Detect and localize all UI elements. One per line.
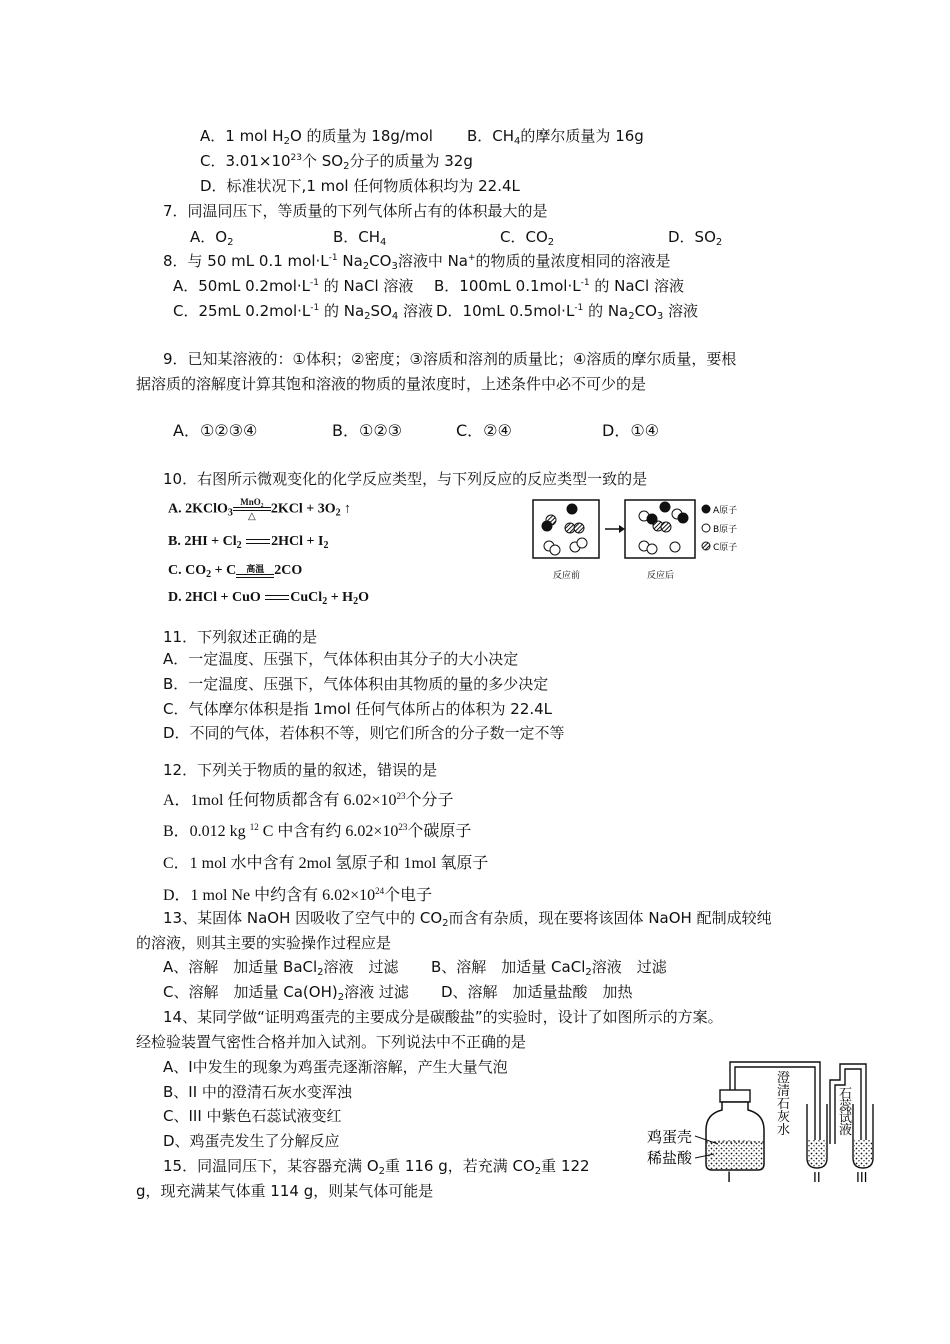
q9-option-a: A．①②③④ <box>173 421 258 440</box>
q10-option-a: A. 2KClO$_3$ MnO₂ △ $2KCl + 3O_2$ ↑ <box>168 497 352 522</box>
q7-option-a: A．$O_2$ <box>190 228 234 248</box>
q10-option-c: C. $CO_2 + C$ 高温 2CO <box>168 563 303 580</box>
q10-option-b: B. $2HI + Cl_2$ $2HCl + I_2$ <box>168 534 329 551</box>
q9-option-d: D．①④ <box>602 421 660 440</box>
legend-b-icon <box>702 524 710 532</box>
litmus-label: 石蕊试液 <box>839 1087 853 1138</box>
q12-option-c: C．1 mol 水中含有 2mol 氢原子和 1mol 氧原子 <box>163 855 489 872</box>
q6-option-b: B．$CH_4$的摩尔质量为 16g <box>467 127 644 147</box>
q12-option-a: A．1mol 任何物质都含有 $6.02\times 10^{23}$个分子 <box>163 791 454 809</box>
q12-option-d: D．1 mol Ne 中约含有 $6.02\times 10^{24}$个电子 <box>163 886 433 904</box>
reaction-condition: 高温 <box>236 564 274 578</box>
q15-stem-line2: g，现充满某气体重 114 g，则某气体可能是 <box>136 1182 434 1200</box>
label-iii: III <box>856 1171 868 1186</box>
q11-option-d: D．不同的气体，若体积不等，则它们所含的分子数一定不等 <box>163 724 565 742</box>
q6-option-d: D．标准状况下,1 mol 任何物质体积均为 22.4L <box>200 177 520 195</box>
label-i: I <box>727 1170 732 1186</box>
q9-stem-line1: 9．已知某溶液的：①体积；②密度；③溶质和溶剂的质量比；④溶质的摩尔质量，要根 <box>163 350 737 368</box>
q9-option-b: B．①②③ <box>332 421 403 440</box>
q14-option-d: D、鸡蛋壳发生了分解反应 <box>163 1132 340 1150</box>
q14-option-b: B、II 中的澄清石灰水变浑浊 <box>163 1083 352 1101</box>
acid-label: 稀盐酸 <box>647 1149 693 1167</box>
q11-option-b: B．一定温度、压强下，气体体积由其物质的量的多少决定 <box>163 675 549 693</box>
q14-stem-line1: 14、某同学做“证明鸡蛋壳的主要成分是碳酸盐”的实验时，设计了如图所示的方案。 <box>163 1008 723 1026</box>
q13-option-b: B、溶解 加适量 CaCl$_2$溶液 过滤 <box>431 958 667 978</box>
reaction-condition: MnO₂ △ <box>233 497 271 522</box>
before-label: 反应前 <box>553 571 581 581</box>
stopper <box>720 1090 750 1102</box>
q8-option-b: B．100mL $0.1mol\cdot L^{-1}$ 的 NaCl 溶液 <box>434 277 684 295</box>
q15-stem-line1: 15．同温同压下，某容器充满 $O_2$重 116 g，若充满 $CO_2$重 122 <box>163 1157 590 1177</box>
q14-option-a: A、Ⅰ中发生的现象为鸡蛋壳逐渐溶解，产生大量气泡 <box>163 1058 508 1076</box>
q6-option-a: A．1 mol $H_2O$ 的质量为 18g/mol <box>200 127 433 147</box>
q11-option-c: C．气体摩尔体积是指 1mol 任何气体所占的体积为 22.4L <box>163 700 553 718</box>
q11-option-a: A．一定温度、压强下，气体体积由其分子的大小决定 <box>163 650 519 668</box>
q8-stem: 8．与 50 mL 0.1 $mol\cdot L^{-1}$ $Na_2CO_3$溶液中 Na+的物质的量浓度相同的溶液是 <box>163 252 671 272</box>
q13-option-a: A、溶解 加适量 BaCl$_2$溶液 过滤 <box>163 958 399 978</box>
eggshell-label: 鸡蛋壳 <box>647 1128 693 1146</box>
q11-stem: 11．下列叙述正确的是 <box>163 628 318 646</box>
q12-option-b: B．0.012 kg $^{12}$ C 中含有约 $6.02\times 10^{23}$个碳原子 <box>163 822 472 840</box>
q12-stem: 12．下列关于物质的量的叙述，错误的是 <box>163 761 438 779</box>
q8-option-a: A．50mL $0.2mol\cdot L^{-1}$ 的 NaCl 溶液 <box>173 277 414 295</box>
q13-stem-line1: 13、某固体 NaOH 因吸收了空气中的 $CO_2$而含有杂质，现在要将该固体 NaOH 配制成较纯 <box>163 909 772 929</box>
q6-option-c: C．$3.01\times 10^{23}$个 $SO_2$分子的质量为 32g <box>200 152 473 172</box>
after-label: 反应后 <box>647 571 675 581</box>
q7-option-c: C．$CO_2$ <box>500 228 555 248</box>
eggshell-apparatus-diagram <box>640 1052 890 1192</box>
q9-option-c: C．②④ <box>456 421 512 440</box>
legend-b-label: B原子 <box>713 525 738 535</box>
legend-c-icon <box>702 542 710 550</box>
q7-stem: 7．同温同压下，等质量的下列气体所占有的体积最大的是 <box>163 202 548 220</box>
q13-option-d: D、溶解 加适量盐酸 加热 <box>441 983 633 1001</box>
q9-stem-line2: 据溶质的溶解度计算其饱和溶液的物质的量浓度时，上述条件中必不可少的是 <box>136 375 647 393</box>
q10-option-d: D. 2HCl + CuO CuCl$_2$ + $H_2O$ <box>168 590 369 607</box>
q8-option-d: D．10mL $0.5mol\cdot L^{-1}$ 的 $Na_2CO_3$ 溶液 <box>436 302 699 322</box>
legend-c-label: C原子 <box>713 543 738 553</box>
q7-option-d: D．$SO_2$ <box>668 228 723 248</box>
q8-option-c: C．25mL $0.2mol\cdot L^{-1}$ 的 $Na_2SO_4$ 溶液 <box>173 302 434 322</box>
q14-stem-line2: 经检验装置气密性合格并加入试剂。下列说法中不正确的是 <box>136 1033 527 1051</box>
reaction-particle-diagram <box>527 494 757 584</box>
q7-option-b: B．$CH_4$ <box>333 228 387 248</box>
legend-a-label: A原子 <box>713 506 738 516</box>
q13-option-c: C、溶解 加适量 $Ca(OH)_2$溶液 过滤 <box>163 983 409 1003</box>
q10-stem: 10．右图所示微观变化的化学反应类型，与下列反应的反应类型一致的是 <box>163 470 648 488</box>
limewater-label: 澄清石灰水 <box>777 1071 791 1138</box>
q14-option-c: C、III 中紫色石蕊试液变红 <box>163 1107 342 1125</box>
q13-stem-line2: 的溶液，则其主要的实验操作过程应是 <box>136 934 392 952</box>
legend-a-icon <box>702 505 710 513</box>
label-ii: II <box>813 1171 821 1186</box>
